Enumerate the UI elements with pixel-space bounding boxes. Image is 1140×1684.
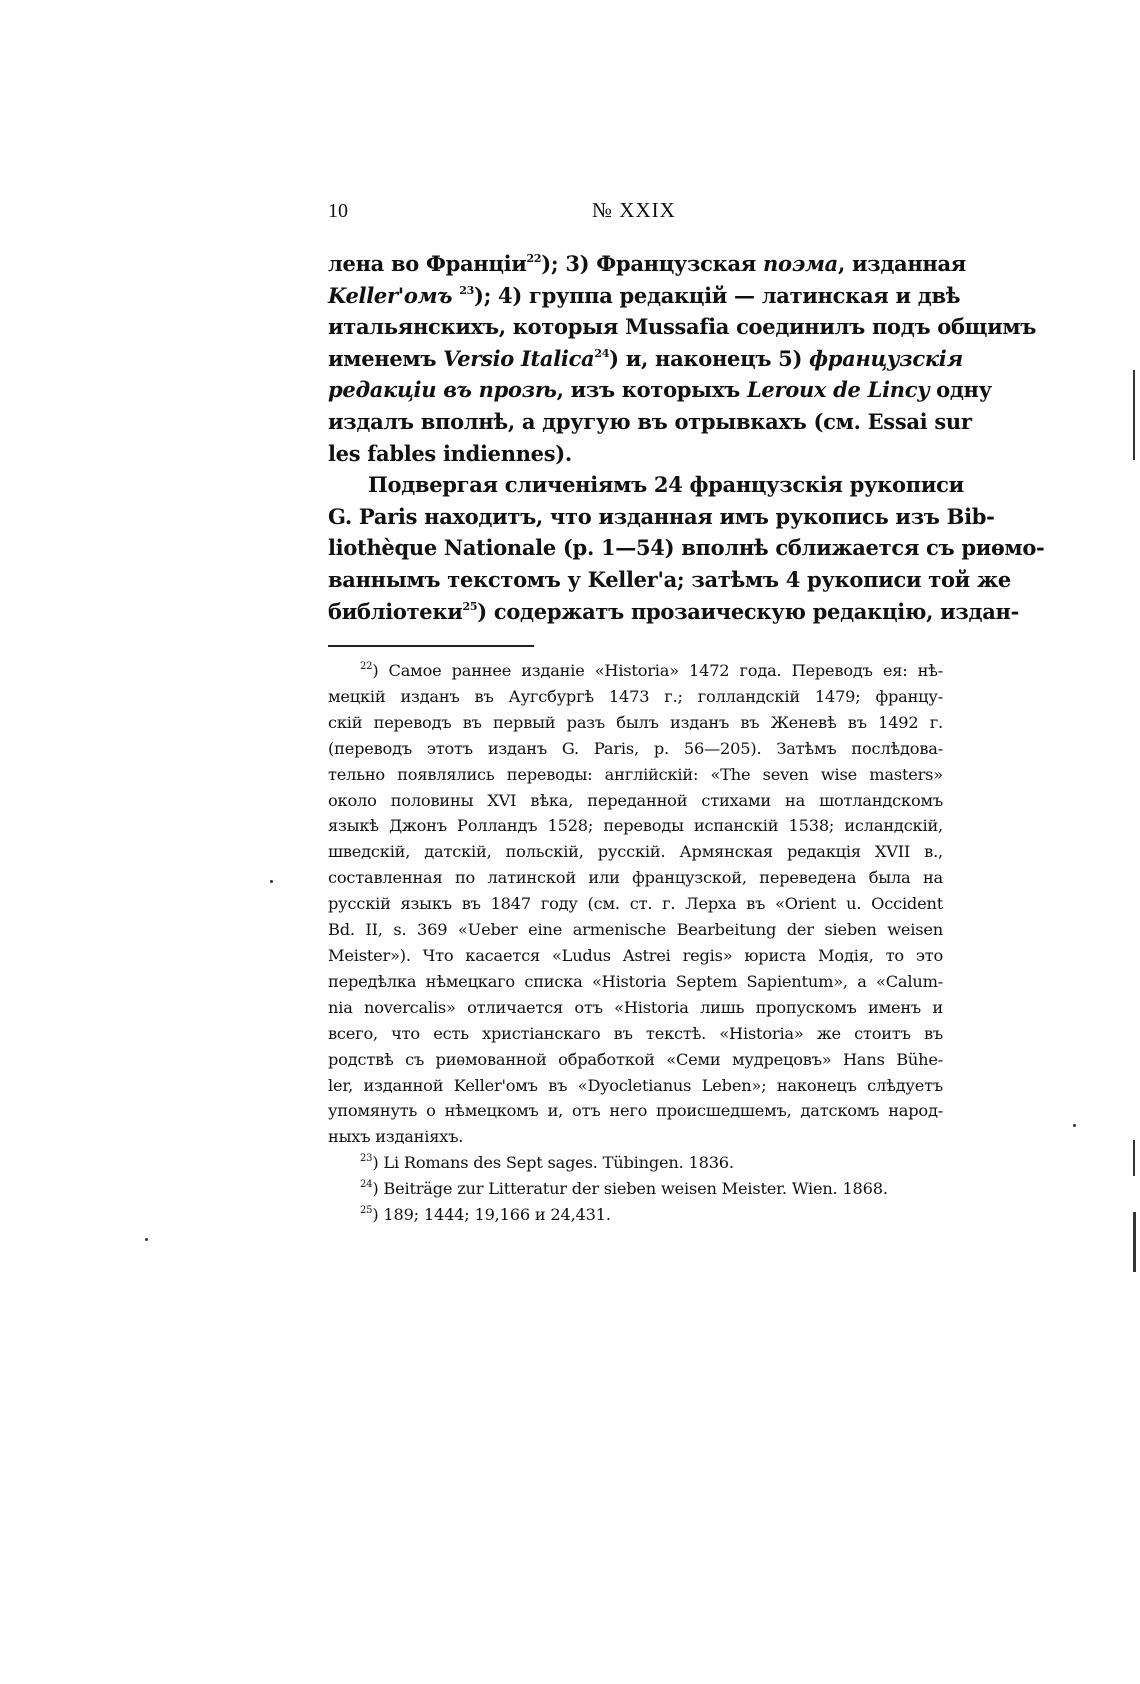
text-line: (переводъ этотъ изданъ G. Paris, p. 56—205). Затѣмъ послѣдова- xyxy=(328,738,943,758)
text-line: библіотеки$^{25}$) содержатъ прозаическую редакцію, издан- xyxy=(328,598,1019,624)
page-number: 10 xyxy=(328,200,348,222)
text-line: редакціи въ прозѣ, изъ которыхъ Leroux de Lincy одну xyxy=(328,377,992,403)
scan-speck xyxy=(1133,370,1135,460)
text-line: итальянскихъ, которыя Mussafia соединилъ подъ общимъ xyxy=(328,314,1037,340)
text-line: les fables indiennes). xyxy=(328,440,572,466)
text-line: ler, изданной Keller'омъ въ «Dyocletianus Leben»; наконецъ слѣдуетъ xyxy=(328,1075,943,1095)
footnote-ref: 23 xyxy=(459,283,474,297)
text-line: лена во Франціи$^{22}$); 3) Французская поэма, изданная xyxy=(328,251,967,276)
scan-speck xyxy=(1133,1140,1135,1176)
text-line: мецкій изданъ въ Аугсбургѣ 1473 г.; голландскій 1479; францу- xyxy=(328,686,943,706)
text-line: скій переводъ въ первый разъ былъ изданъ въ Женевѣ въ 1492 г. xyxy=(328,712,943,732)
scan-speck xyxy=(1073,1124,1076,1127)
text-line: именемъ Versio Italica$^{24}$) и, наконецъ 5) французскія xyxy=(328,345,963,371)
footnote-23 xyxy=(328,1150,943,1176)
text-line: шведскій, датскій, польскій, русскій. Армянская редакція XVII в., xyxy=(328,842,943,862)
text-line: Bd. II, s. 369 «Ueber eine armenische Bearbeitung der sieben weisen xyxy=(328,920,943,940)
text-line: ваннымъ текстомъ у Keller'a; затѣмъ 4 рукописи той же xyxy=(328,566,1011,592)
text-line: $^{24}$) Beiträge zur Litteratur der sieben weisen Meister. Wien. 1868. xyxy=(360,1179,888,1199)
text-line: русскій языкъ въ 1847 году (см. ст. г. Лерха въ «Orient u. Occident xyxy=(328,894,943,914)
scan-speck xyxy=(270,880,273,883)
text-line: издалъ вполнѣ, а другую въ отрывкахъ (см. Essai sur xyxy=(328,408,972,434)
text-line: около половины XVI вѣка, переданной стихами на шотландскомъ xyxy=(328,790,943,810)
text-line: передѣлка нѣмецкаго списка «Historia Septem Sapientum», а «Calum- xyxy=(328,971,943,991)
footnote-divider xyxy=(328,645,534,647)
text-line: родствѣ съ риѳмованной обработкой «Семи мудрецовъ» Hans Bühe- xyxy=(328,1049,943,1069)
text-line: nia novercalis» отличается отъ «Historia лишь пропускомъ именъ и xyxy=(328,997,943,1017)
footnote-ref: 22 xyxy=(526,252,542,265)
text-line: Подвергая сличеніямъ 24 французскія рукописи xyxy=(368,472,964,498)
text-line: языкѣ Джонъ Ролландъ 1528; переводы испанскій 1538; исландскій, xyxy=(328,816,943,836)
footnote-25 xyxy=(328,1202,943,1228)
footnote-ref: 24 xyxy=(594,346,610,360)
text-line: ныхъ изданіяхъ. xyxy=(328,1127,464,1147)
text-line: упомянуть о нѣмецкомъ и, отъ него происшедшемъ, датскомъ народ- xyxy=(328,1101,943,1121)
footnote-marker: 22 xyxy=(360,661,373,672)
text-line: $^{22}$) Самое раннее изданіе «Historia» 1472 года. Переводъ ея: нѣ- xyxy=(360,661,943,680)
footnotes xyxy=(328,658,943,1228)
running-header: № XXIX xyxy=(592,198,676,222)
footnote-24 xyxy=(328,1176,943,1202)
text-line: составленная по латинской или французской, переведена была на xyxy=(328,868,943,888)
text-line: Meister»). Что касается «Ludus Astrei regis» юриста Модія, то это xyxy=(328,945,943,965)
scan-speck xyxy=(145,1238,148,1241)
text-line: тельно появлялись переводы: англійскій: «The seven wise masters» xyxy=(328,764,943,784)
text-line: $^{25}$) 189; 1444; 19,166 и 24,431. xyxy=(360,1205,611,1225)
text-line: Keller'омъ $^{23}$); 4) группа редакцій — латинская и двѣ xyxy=(328,282,961,308)
footnote-ref: 25 xyxy=(462,599,478,613)
main-text xyxy=(328,248,1045,627)
text-line: всего, что есть христіанскаго въ текстѣ. «Historia» же стоитъ въ xyxy=(328,1023,943,1043)
text-line: $^{23}$) Li Romans des Sept sages. Tübingen. 1836. xyxy=(360,1153,734,1173)
text-line: G. Paris находитъ, что изданная имъ рукопись изъ Bib- xyxy=(328,503,995,529)
text-line: liothèque Nationale (p. 1—54) вполнѣ сближается съ риѳмо- xyxy=(328,535,1045,561)
scan-speck xyxy=(1133,1212,1136,1272)
footnote-22 xyxy=(328,658,943,1150)
